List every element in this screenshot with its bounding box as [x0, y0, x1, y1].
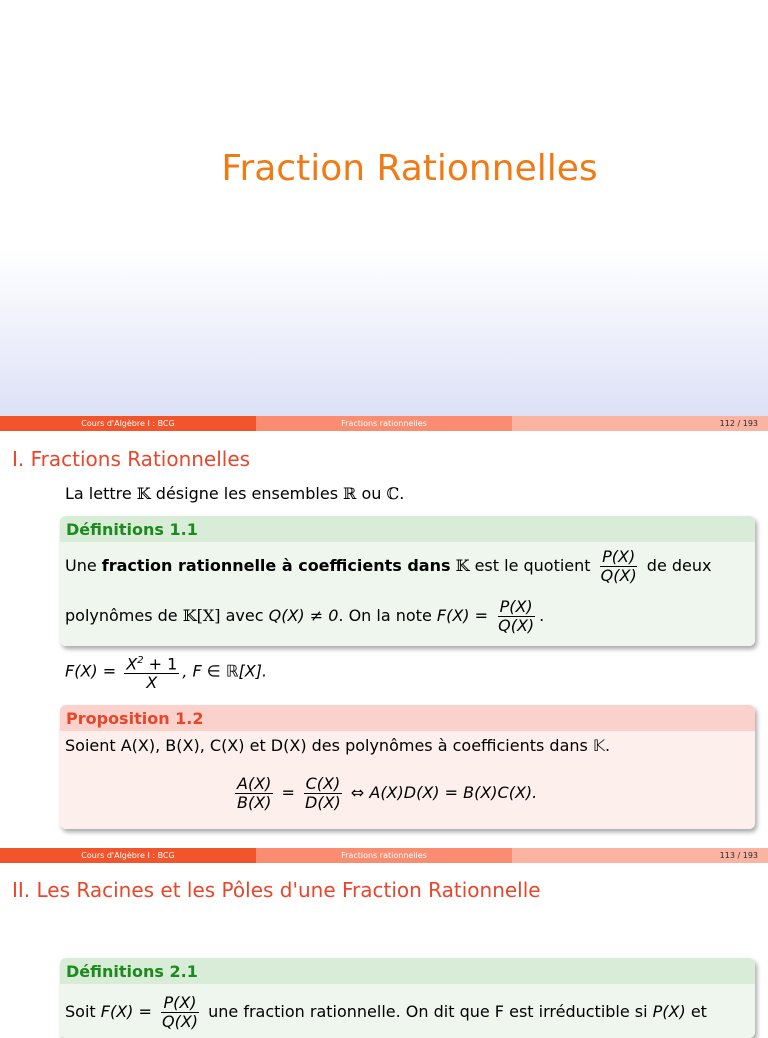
fraction: $\frac{P(X)}{Q(X)}$: [498, 597, 535, 635]
slide-title: Fraction Rationnelles: [221, 148, 598, 189]
intro-text: La lettre 𝕂 désigne les ensembles ℝ ou ℂ.: [65, 484, 405, 503]
section-title: II. Les Racines et les Pôles d'une Fraction Rationnelle: [12, 878, 541, 902]
proposition-title: Proposition 1.2: [60, 705, 755, 731]
footer-topic: Fractions rationnelles: [256, 848, 512, 863]
definition-line-2: polynômes de 𝕂[X] avec Q(X) ≠ 0. On la note F(X) = $\frac{P(X)}{Q(X)}$ .: [65, 597, 545, 635]
fraction: $\frac{C(X)}{D(X)}$: [305, 774, 341, 812]
proposition-line-1: Soient A(X), B(X), C(X) et D(X) des polynômes à coefficients dans 𝕂.: [65, 736, 611, 755]
definition-box: [60, 958, 755, 1038]
footer-course: Cours d'Algèbre I : BCG: [0, 848, 256, 863]
definition-title: Définitions 2.1: [60, 958, 755, 984]
definition-title: Définitions 1.1: [60, 516, 755, 542]
title-slide: [0, 0, 768, 416]
fraction: $\frac{P(X)}{Q(X)}$: [600, 547, 637, 585]
footer-course: Cours d'Algèbre I : BCG: [0, 416, 256, 431]
definition-box: [60, 516, 755, 646]
section-title: I. Fractions Rationnelles: [12, 447, 251, 471]
proposition-box: [60, 705, 755, 829]
footer-page-number: 113 / 193: [512, 848, 768, 863]
slide-footer: [0, 848, 768, 863]
footer-page-number: 112 / 193: [512, 416, 768, 431]
definition-line-1: Soit F(X) = $\frac{P(X)}{Q(X)}$ une fraction rationnelle. On dit que F est irréductible si P(X) et: [65, 993, 707, 1031]
definition-line-1: Une fraction rationnelle à coefficients dans 𝕂 est le quotient $\frac{P(X)}{Q(X)}$ de deux: [65, 547, 712, 585]
fraction: $\frac{A(X)}{B(X)}$: [237, 774, 272, 812]
proposition-formula: $\frac{A(X)}{B(X)}$ = $\frac{C(X)}{D(X)}$ ⇔ A(X)D(X) = B(X)C(X).: [237, 774, 538, 812]
fraction: $\frac{X^2 + 1}{X}$: [124, 652, 179, 692]
slide-footer: [0, 416, 768, 431]
footer-topic: Fractions rationnelles: [256, 416, 512, 431]
fraction: $\frac{P(X)}{Q(X)}$: [161, 993, 199, 1031]
example-formula: F(X) = $\frac{X^2 + 1}{X}$ , F ∈ ℝ[X].: [65, 652, 267, 692]
